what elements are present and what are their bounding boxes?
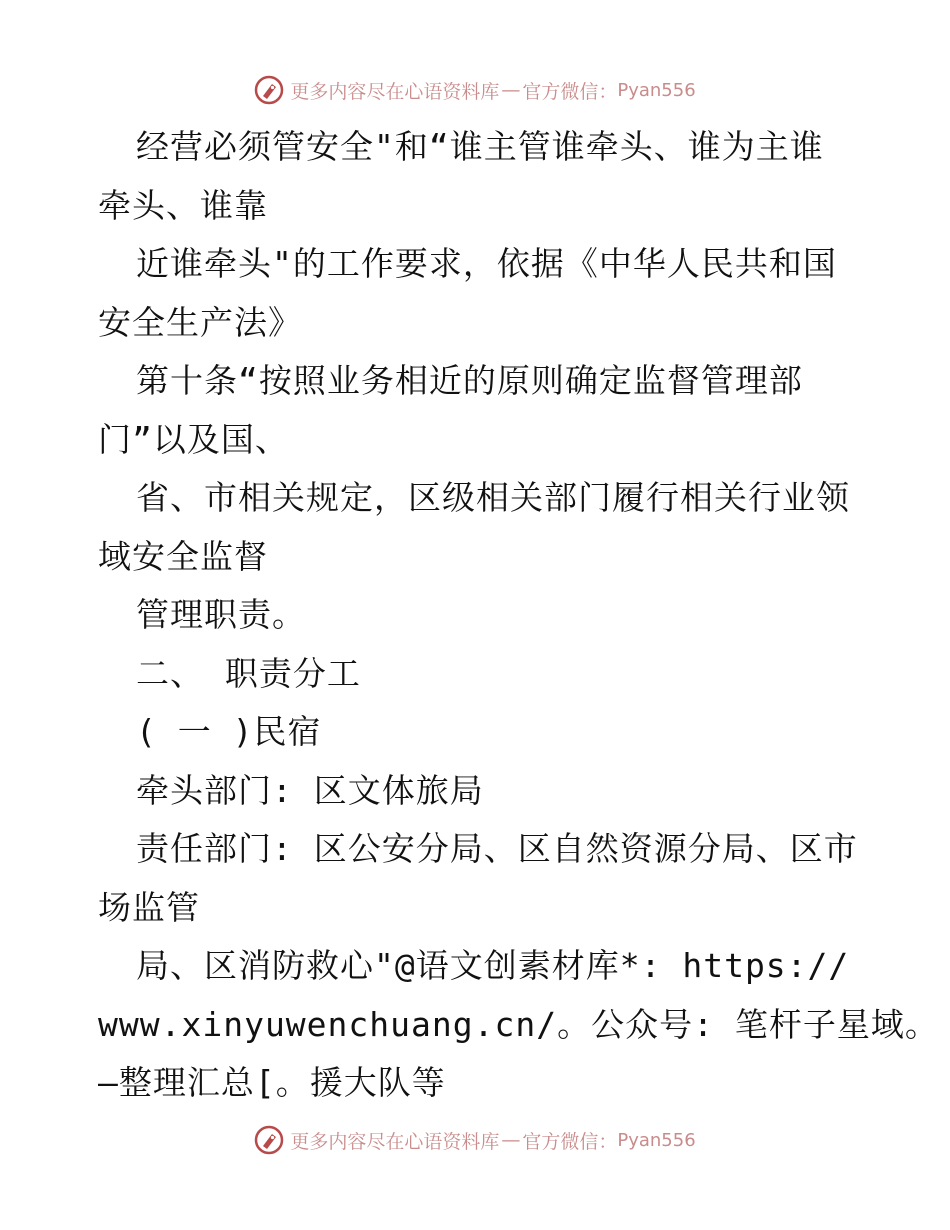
header-watermark <box>0 70 950 110</box>
text-line: 门”以及国、 <box>98 419 289 459</box>
watermark-wechat-id: Pyan556 <box>617 1129 696 1151</box>
watermark-official-label: 官方微信： <box>522 80 618 103</box>
text-line: 局、区消防救心"@语文创素材库*: https:// <box>136 946 850 985</box>
section-heading: 二、 职责分工 <box>136 653 361 693</box>
watermark-official-label: 官方微信： <box>522 1130 618 1153</box>
text-line: 安全生产法》 <box>98 302 302 342</box>
document-body <box>98 118 939 1113</box>
text-line: 域安全监督 <box>98 536 268 576</box>
text-line: 近谁牵头"的工作要求，依据《中华人民共和国 <box>136 244 837 283</box>
text-line: 第十条“按照业务相近的原则确定监督管理部 <box>136 361 803 400</box>
text-line: 场监管 <box>98 887 200 927</box>
text-line: 管理职责。 <box>136 595 306 634</box>
pen-nib-circle-icon <box>254 1125 284 1155</box>
pen-nib-circle-icon <box>254 75 284 105</box>
subsection-heading: ( 一 )民宿 <box>136 712 322 751</box>
text-line: 经营必须管安全"和“谁主管谁牵头、谁为主谁 <box>136 127 824 166</box>
text-line: —整理汇总[。援大队等 <box>98 1063 446 1102</box>
text-line: 责任部门: 区公安分局、区自然资源分局、区市 <box>136 829 858 868</box>
watermark-wechat-id: Pyan556 <box>617 79 696 101</box>
text-line: 省、市相关规定，区级相关部门履行相关行业领 <box>136 478 850 517</box>
watermark-separator: — <box>501 1129 521 1151</box>
footer-watermark <box>0 1120 950 1160</box>
watermark-separator: — <box>501 79 521 101</box>
watermark-text: 更多内容尽在心语资料库 <box>290 80 500 103</box>
text-line: 牵头、谁靠 <box>98 185 268 225</box>
text-line: 牵头部门: 区文体旅局 <box>136 770 484 810</box>
text-line: www.xinyuwenchuang.cn/。公众号: 笔杆子星域。 <box>98 1004 939 1044</box>
watermark-text: 更多内容尽在心语资料库 <box>290 1130 500 1153</box>
